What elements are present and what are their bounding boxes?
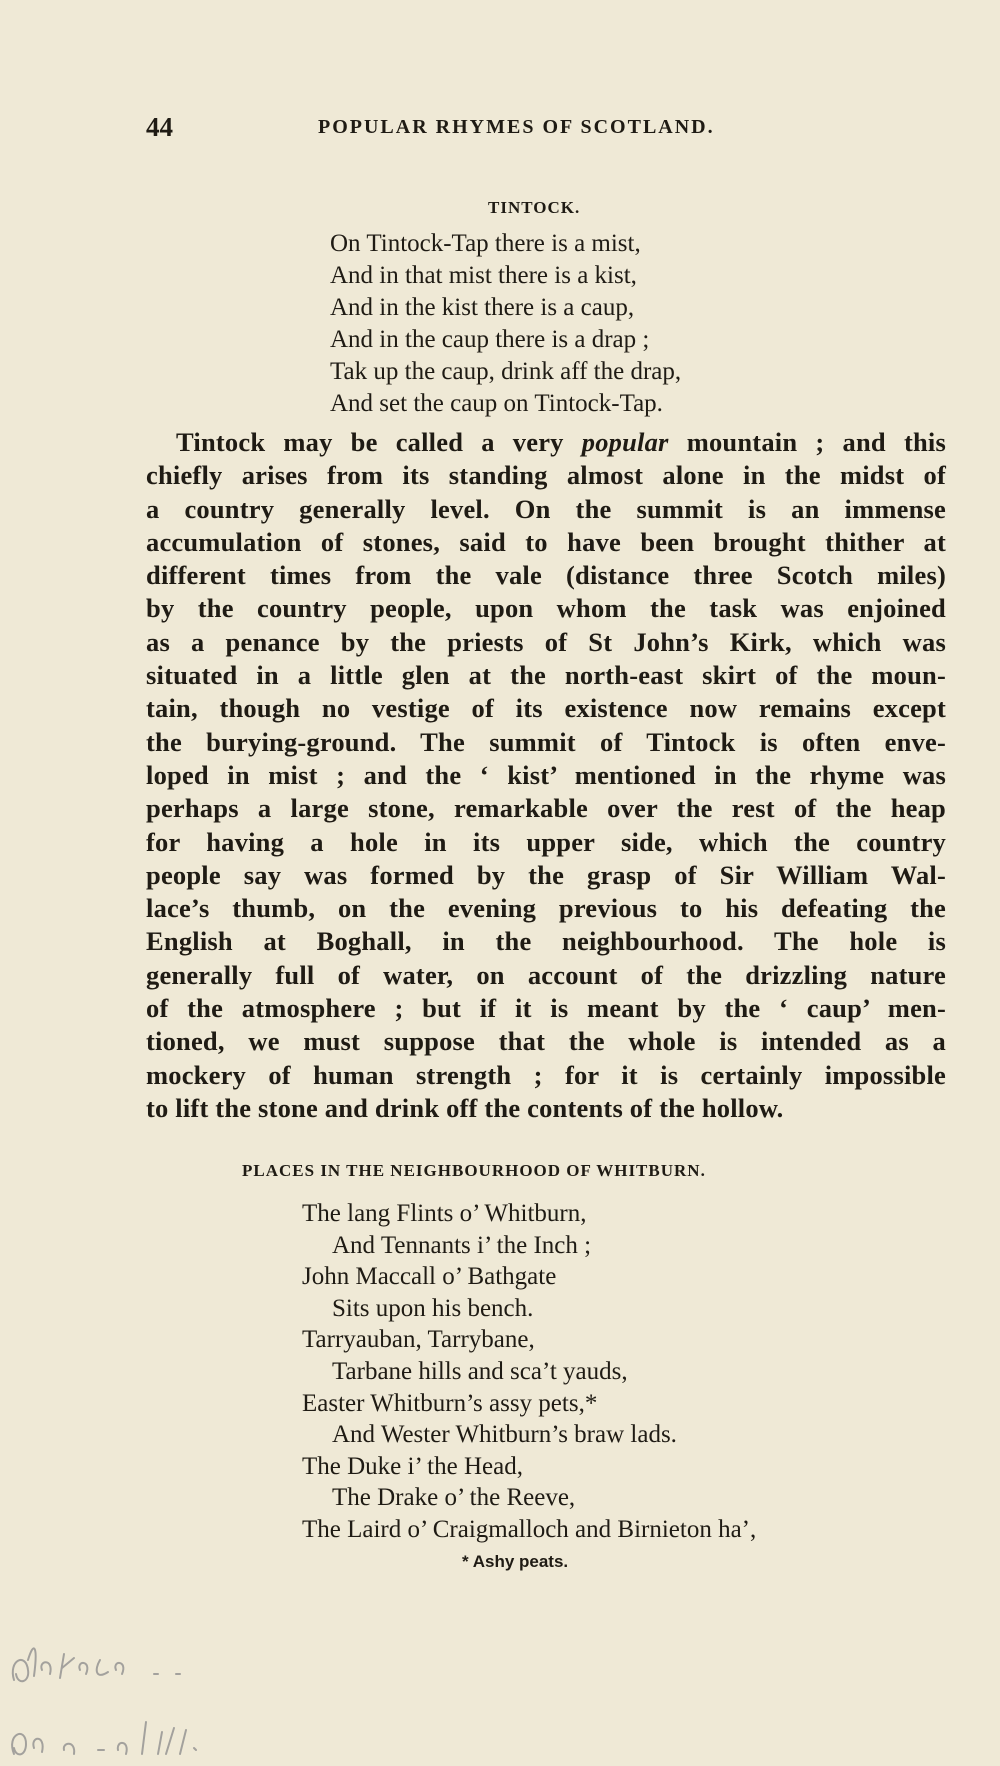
prose-line: people say was formed by the grasp of Sir William Wal- <box>146 859 946 890</box>
verse-line: Tarbane hills and sca’t yauds, <box>332 1357 628 1385</box>
verse-line: The Drake o’ the Reeve, <box>332 1484 576 1512</box>
prose-line: accumulation of stones, said to have been brought thither at <box>146 526 946 557</box>
verse-line: And Tennants i’ the Inch ; <box>332 1231 592 1259</box>
verse-line: And set the caup on Tintock-Tap. <box>330 390 663 417</box>
prose-line: to lift the stone and drink off the contents of the hollow. <box>146 1092 784 1123</box>
running-head: POPULAR RHYMES OF SCOTLAND. <box>318 116 715 138</box>
prose-line: English at Boghall, in the neighbourhood. The hole is <box>146 926 946 957</box>
verse-line: The lang Flints o’ Whitburn, <box>302 1200 587 1227</box>
section-title-whitburn: PLACES IN THE NEIGHBOURHOOD OF WHITBURN. <box>242 1161 706 1180</box>
verse-line: The Duke i’ the Head, <box>302 1452 523 1480</box>
verse-line: Easter Whitburn’s assy pets,* <box>302 1389 598 1417</box>
verse-line: Tarryauban, Tarrybane, <box>302 1326 535 1354</box>
prose-line: tioned, we must suppose that the whole is intended as a <box>146 1026 946 1057</box>
prose-line: different times from the vale (distance three Scotch miles) <box>146 560 946 591</box>
page-header <box>146 112 776 152</box>
prose-line: a country generally level. On the summit is an immense <box>146 493 946 524</box>
prose-line: as a penance by the priests of St John’s Kirk, which was <box>146 626 946 657</box>
prose-line: lace’s thumb, on the evening previous to his defeating the <box>146 893 946 924</box>
prose-line: mockery of human strength ; for it is certainly impossible <box>146 1059 946 1090</box>
verse-line: On Tintock-Tap there is a mist, <box>330 230 641 257</box>
section-title-tintock: TINTOCK. <box>488 198 581 217</box>
prose-line: the burying-ground. The summit of Tintock is often enve- <box>146 726 946 757</box>
verse-line: Sits upon his bench. <box>332 1294 534 1322</box>
handwritten-annotation <box>4 1630 244 1766</box>
footnote: * Ashy peats. <box>462 1552 569 1571</box>
prose-italic-text: popular <box>581 427 669 457</box>
prose-line: situated in a little glen at the north-east skirt of the moun- <box>146 660 946 691</box>
tintock-verse <box>330 228 681 420</box>
prose-line: tain, though no vestige of its existence now remains except <box>146 693 946 724</box>
verse-line: And in that mist there is a kist, <box>330 262 637 289</box>
verse-line: And in the caup there is a drap ; <box>330 326 650 353</box>
prose-line: perhaps a large stone, remarkable over the rest of the heap <box>146 793 946 824</box>
prose-line: chiefly arises from its standing almost alone in the midst of <box>146 460 946 491</box>
prose-line <box>146 426 946 459</box>
verse-line: John Maccall o’ Bathgate <box>302 1263 557 1291</box>
prose-line: generally full of water, on account of the drizzling nature <box>146 959 946 990</box>
prose-line: loped in mist ; and the ‘ kist’ mentioned in the rhyme was <box>146 759 946 790</box>
prose-line: for having a hole in its upper side, which the country <box>146 826 946 857</box>
prose-line: of the atmosphere ; but if it is meant by the ‘ caup’ men- <box>146 993 946 1024</box>
prose-paragraph <box>146 426 946 1125</box>
verse-line: And Wester Whitburn’s braw lads. <box>332 1421 677 1449</box>
prose-text: Tintock may be called a very <box>176 427 582 457</box>
page-number: 44 <box>146 112 173 142</box>
verse-line: And in the kist there is a caup, <box>330 294 635 321</box>
prose-text: mountain ; and this <box>668 427 946 457</box>
verse-line: Tak up the caup, drink aff the drap, <box>330 358 682 385</box>
prose-line: by the country people, upon whom the task was enjoined <box>146 593 946 624</box>
verse-line: The Laird o’ Craigmalloch and Birnieton ha’, <box>302 1515 757 1543</box>
whitburn-verse <box>302 1198 756 1546</box>
